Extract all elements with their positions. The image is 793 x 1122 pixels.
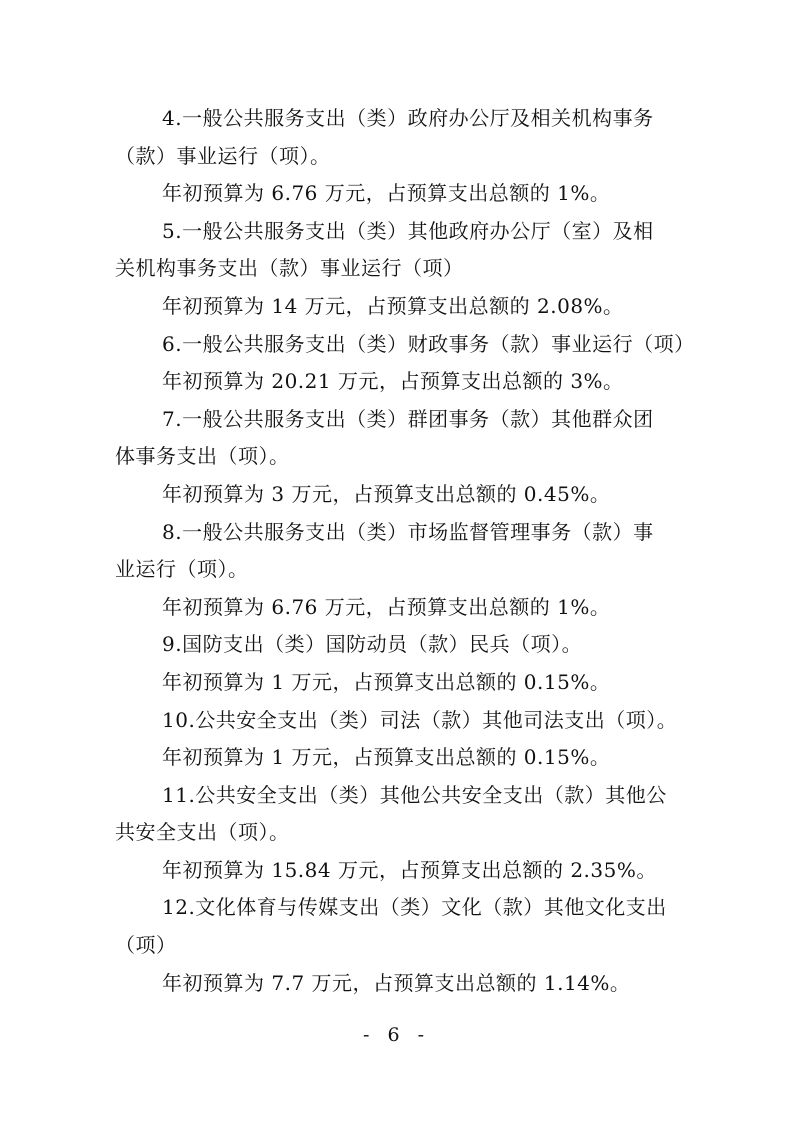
item-4-budget: 年初预算为 6.76 万元，占预算支出总额的 1%。 [162, 181, 611, 206]
item-9-budget: 年初预算为 1 万元，占预算支出总额的 0.15%。 [162, 669, 611, 694]
item-7-heading-line-1: 7.一般公共服务支出（类）群团事务（款）其他群众团 [162, 406, 654, 431]
item-11-heading-line-2: 共安全支出（项）。 [115, 820, 290, 845]
item-5-heading-line-2: 关机构事务支出（款）事业运行（项） [115, 256, 464, 281]
item-10-heading: 10.公共安全支出（类）司法（款）其他司法支出（项）。 [162, 707, 678, 732]
item-6-budget: 年初预算为 20.21 万元，占预算支出总额的 3%。 [162, 369, 624, 394]
item-7-budget: 年初预算为 3 万元，占预算支出总额的 0.45%。 [162, 481, 611, 506]
item-5-heading-line-1: 5.一般公共服务支出（类）其他政府办公厅（室）及相 [162, 218, 654, 243]
item-5-budget: 年初预算为 14 万元，占预算支出总额的 2.08%。 [162, 293, 624, 318]
item-8-heading-line-1: 8.一般公共服务支出（类）市场监督管理事务（款）事 [162, 519, 654, 544]
item-8-budget: 年初预算为 6.76 万元，占预算支出总额的 1%。 [162, 594, 611, 619]
item-4-heading-line-2: （款）事业运行（项）。 [115, 143, 331, 168]
item-9-heading: 9.国防支出（类）国防动员（款）民兵（项）。 [162, 632, 583, 657]
item-12-heading-line-1: 12.文化体育与传媒支出（类）文化（款）其他文化支出 [162, 895, 667, 920]
item-11-budget: 年初预算为 15.84 万元，占预算支出总额的 2.35%。 [162, 857, 657, 882]
item-12-budget: 年初预算为 7.7 万元，占预算支出总额的 1.14%。 [162, 970, 631, 995]
item-6-heading: 6.一般公共服务支出（类）财政事务（款）事业运行（项） [162, 331, 695, 356]
item-4-heading-line-1: 4.一般公共服务支出（类）政府办公厅及相关机构事务 [162, 106, 654, 130]
item-10-budget: 年初预算为 1 万元，占预算支出总额的 0.15%。 [162, 745, 611, 770]
item-11-heading-line-1: 11.公共安全支出（类）其他公共安全支出（款）其他公 [162, 782, 667, 807]
item-7-heading-line-2: 体事务支出（项）。 [115, 444, 290, 469]
document-body [115, 100, 695, 1002]
item-8-heading-line-2: 业运行（项）。 [115, 557, 249, 582]
page-number: - 6 - [362, 1024, 430, 1046]
item-12-heading-line-2: （项） [115, 933, 177, 958]
